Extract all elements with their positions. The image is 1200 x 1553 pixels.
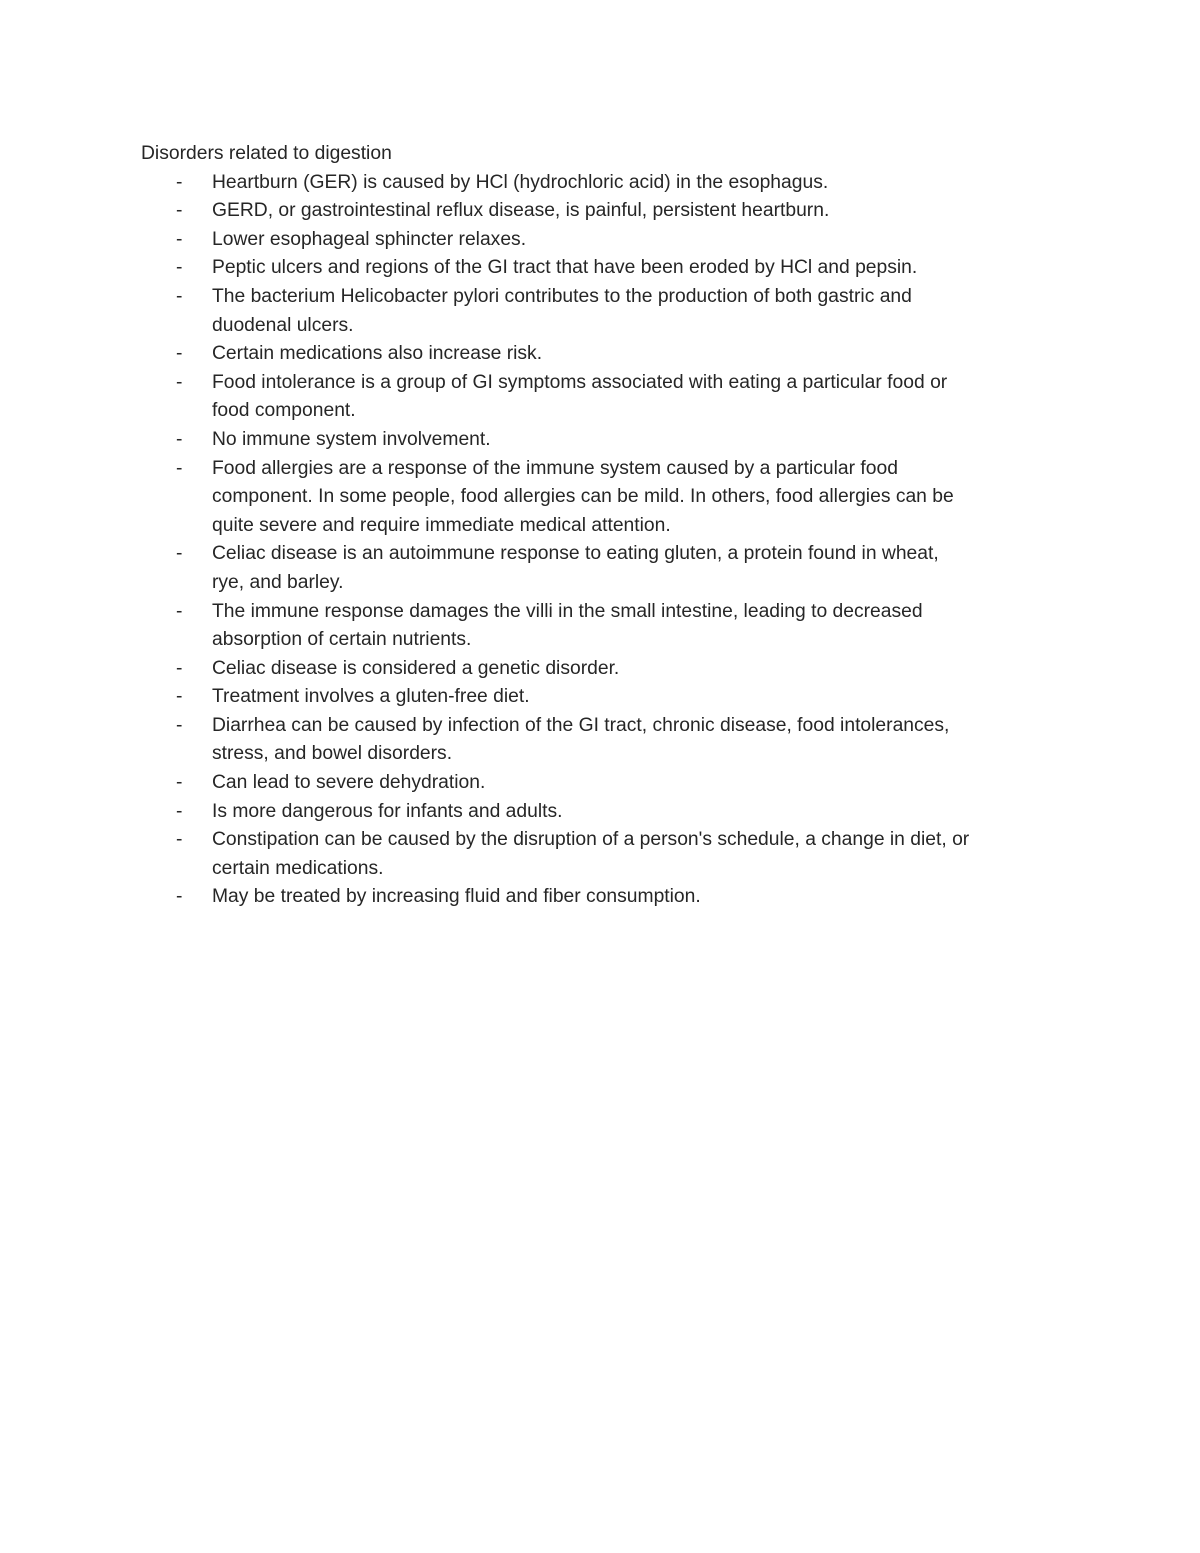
list-item-text: No immune system involvement. <box>212 428 491 450</box>
bullet-dash: - <box>176 657 183 679</box>
list-item-text: rye, and barley. <box>212 571 344 593</box>
list-item-text: Is more dangerous for infants and adults. <box>212 800 563 822</box>
bullet-dash: - <box>176 543 183 565</box>
list-item <box>141 426 969 455</box>
bullet-dash: - <box>176 457 183 479</box>
list-item-text: quite severe and require immediate medical attention. <box>212 514 671 536</box>
list-item <box>141 798 969 827</box>
list-item <box>141 226 969 255</box>
list-item <box>141 712 969 769</box>
list-item-text: Constipation can be caused by the disruption of a person's schedule, a change in diet, or <box>212 829 970 851</box>
bullet-dash: - <box>176 171 183 193</box>
list-item-text: Can lead to severe dehydration. <box>212 772 486 794</box>
list-item <box>141 455 969 541</box>
list-item-text: GERD, or gastrointestinal reflux disease, is painful, persistent heartburn. <box>212 200 830 222</box>
bullet-dash: - <box>176 800 183 822</box>
list-item <box>141 883 969 912</box>
list-item <box>141 197 969 226</box>
list-item <box>141 169 969 198</box>
list-item <box>141 655 969 684</box>
list-item-text: certain medications. <box>212 857 384 879</box>
bullet-dash: - <box>176 714 183 736</box>
list-item-text: stress, and bowel disorders. <box>212 743 453 765</box>
list-item-text: duodenal ulcers. <box>212 314 354 336</box>
list-item-text: Lower esophageal sphincter relaxes. <box>212 228 527 250</box>
list-item <box>141 254 969 283</box>
bullet-dash: - <box>176 371 183 393</box>
list-item-text: Treatment involves a gluten-free diet. <box>212 686 530 708</box>
bullet-dash: - <box>176 343 183 365</box>
list-item-text: Celiac disease is considered a genetic disorder. <box>212 657 620 679</box>
list-item-text: Food intolerance is a group of GI symptoms associated with eating a particular food or <box>212 371 948 393</box>
list-item <box>141 683 969 712</box>
list-item-text: Diarrhea can be caused by infection of the GI tract, chronic disease, food intolerances, <box>212 714 950 736</box>
list-item <box>141 598 969 655</box>
list-item-text: The immune response damages the villi in the small intestine, leading to decreased <box>212 600 923 622</box>
list-item-text: Peptic ulcers and regions of the GI tract that have been eroded by HCl and pepsin. <box>212 257 918 279</box>
list-item-text: Certain medications also increase risk. <box>212 343 543 365</box>
bullet-dash: - <box>176 829 183 851</box>
bullet-list <box>141 169 969 912</box>
bullet-dash: - <box>176 428 183 450</box>
list-item <box>141 340 969 369</box>
list-item <box>141 826 969 883</box>
bullet-dash: - <box>176 228 183 250</box>
list-item-text: Food allergies are a response of the immune system caused by a particular food <box>212 457 898 479</box>
bullet-dash: - <box>176 200 183 222</box>
bullet-dash: - <box>176 772 183 794</box>
list-item-text: May be treated by increasing fluid and fiber consumption. <box>212 886 701 908</box>
list-item-text: Heartburn (GER) is caused by HCl (hydrochloric acid) in the esophagus. <box>212 171 829 193</box>
list-item <box>141 369 969 426</box>
bullet-dash: - <box>176 257 183 279</box>
document-heading: Disorders related to digestion <box>141 143 392 164</box>
list-item-text: food component. <box>212 400 356 422</box>
list-item <box>141 540 969 597</box>
document-body <box>141 140 969 912</box>
list-item-text: component. In some people, food allergies can be mild. In others, food allergies can be <box>212 486 954 508</box>
bullet-dash: - <box>176 600 183 622</box>
list-item <box>141 769 969 798</box>
bullet-dash: - <box>176 686 183 708</box>
bullet-dash: - <box>176 285 183 307</box>
list-item-text: Celiac disease is an autoimmune response to eating gluten, a protein found in wheat, <box>212 543 939 565</box>
bullet-dash: - <box>176 886 183 908</box>
list-item-text: The bacterium Helicobacter pylori contributes to the production of both gastric and <box>212 285 912 307</box>
list-item-text: absorption of certain nutrients. <box>212 629 472 651</box>
list-item <box>141 283 969 340</box>
